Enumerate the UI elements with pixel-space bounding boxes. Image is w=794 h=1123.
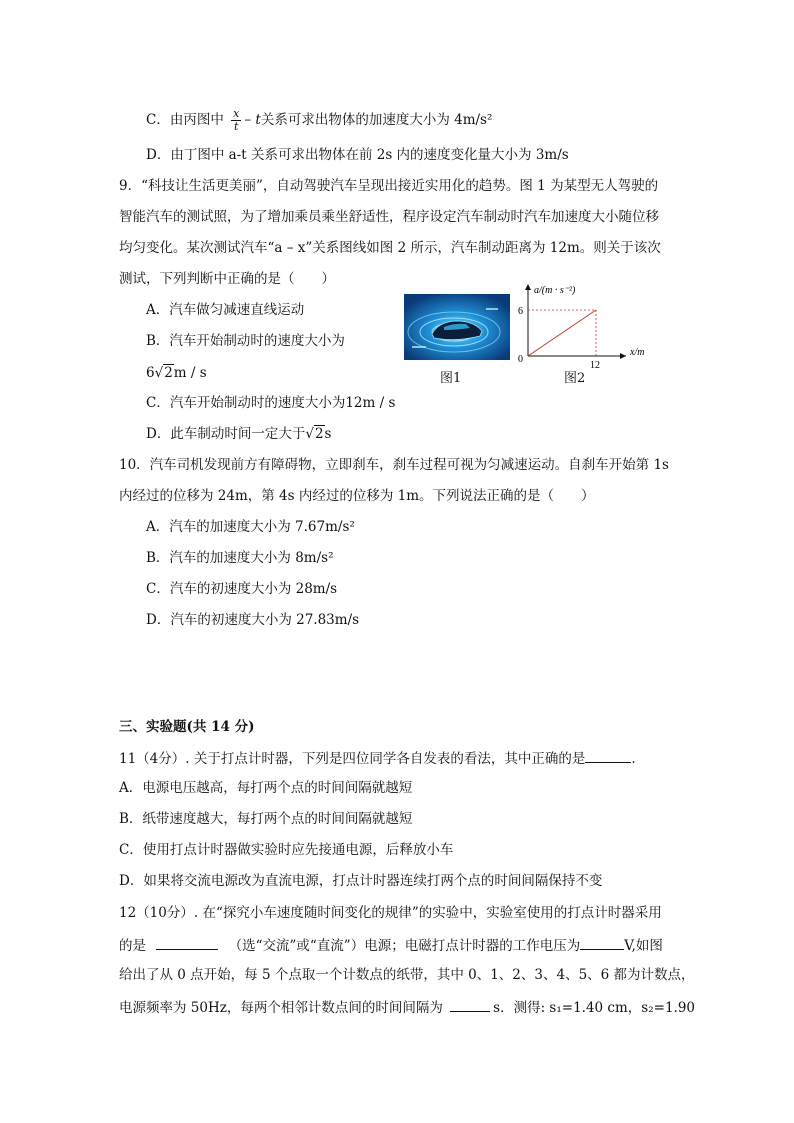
- a-x-graph: [508, 280, 668, 380]
- q10-option-a: A．汽车的加速度大小为 7.67m/s²: [146, 519, 355, 535]
- q10-option-b: B．汽车的加速度大小为 8m/s²: [146, 550, 334, 566]
- graph-ylabel: a/(m · s⁻²): [534, 285, 576, 296]
- graph-y-tick: 6: [518, 306, 523, 317]
- q9-option-c: C．汽车开始制动时的速度大小为12m / s: [146, 395, 396, 411]
- section-title: 三、实验题(共 14 分): [119, 719, 255, 735]
- q10-stem-line2: 内经过的位移为 24m，第 4s 内经过的位移为 1m。下列说法正确的是（ ）: [119, 488, 595, 504]
- q9-stem-line1: 9．“科技让生活更美丽”，自动驾驶汽车呈现出接近实用化的趋势。图 1 为某型无人驾驶的: [119, 178, 659, 194]
- q8-option-c: C．由丙图中 $\frac{x}{t}$ – t关系可求出物体的加速度大小为 4m/s²: [146, 107, 493, 133]
- q11-option-d: D．如果将交流电源改为直流电源，打点计时器连续打两个点的时间间隔保持不变: [119, 873, 603, 889]
- fraction-x-over-t: $\frac{x}{t}$: [233, 107, 240, 133]
- graph-xlabel: x/m: [630, 347, 645, 358]
- q10-option-c: C．汽车的初速度大小为 28m/s: [146, 581, 338, 597]
- q8-option-d: D．由丁图中 a-t 关系可求出物体在前 2s 内的速度变化量大小为 3m/s: [146, 147, 569, 163]
- q11-option-c: C．使用打点计时器做实验时应先接通电源，后释放小车: [119, 842, 454, 858]
- q9-stem-line4: 测试，下列判断中正确的是（ ）: [119, 271, 335, 287]
- graph-x-tick: 12: [590, 360, 600, 371]
- answer-blank[interactable]: [580, 935, 624, 950]
- q9-stem-line3: 均匀变化。某次测试汽车“a – x”关系图线如图 2 所示，汽车制动距离为 12m。则关于该次: [119, 240, 661, 256]
- q9-option-d: D．此车制动时间一定大于√2s: [146, 426, 332, 442]
- q12-stem-line3: 给出了从 0 点开始，每 5 个点取一个计数点的纸带，其中 0、1、2、3、4、5、6 都为计数点，: [119, 967, 695, 983]
- figure1-caption: 图1: [440, 371, 462, 386]
- q11-stem: 11（4分）. 关于打点计时器，下列是四位同学各自发表的看法，其中正确的是 .: [119, 748, 636, 768]
- sqrt-symbol: √2: [305, 426, 324, 442]
- q9-stem-line2: 智能汽车的测试照，为了增加乘员乘坐舒适性，程序设定汽车制动时汽车加速度大小随位移: [119, 209, 659, 225]
- graph-origin: 0: [518, 354, 523, 365]
- q9-option-b-line1: B．汽车开始制动时的速度大小为: [146, 333, 345, 349]
- q9-option-b-line2: 6√2m / s: [146, 365, 207, 381]
- answer-blank[interactable]: [450, 997, 490, 1012]
- q12-stem-line1: 12（10分）. 在“探究小车速度随时间变化的规律”的实验中，实验室使用的打点计时器采用: [119, 905, 662, 921]
- answer-blank[interactable]: [585, 748, 631, 763]
- q12-stem-line4: 电源频率为 50Hz，每两个相邻计数点间的时间间隔为 s．测得: s₁=1.40 cm，s₂=1.90: [119, 997, 695, 1017]
- q9-option-a: A．汽车做匀减速直线运动: [146, 302, 305, 318]
- figure2-caption: 图2: [564, 371, 586, 386]
- q10-option-d: D．汽车的初速度大小为 27.83m/s: [146, 612, 360, 628]
- q12-stem-line2: 的是 （选“交流”或“直流”）电源；电磁打点计时器的工作电压为 V,如图: [119, 935, 663, 955]
- q11-option-a: A．电源电压越高，每打两个点的时间间隔就越短: [119, 780, 413, 796]
- answer-blank[interactable]: [156, 935, 218, 950]
- q11-option-b: B．纸带速度越大，每打两个点的时间间隔就越短: [119, 811, 413, 827]
- autonomous-car-photo: [404, 294, 510, 360]
- sqrt-symbol: √2: [154, 365, 173, 381]
- q10-stem-line1: 10．汽车司机发现前方有障碍物，立即刹车，刹车过程可视为匀减速运动。自刹车开始第 1s: [119, 457, 669, 473]
